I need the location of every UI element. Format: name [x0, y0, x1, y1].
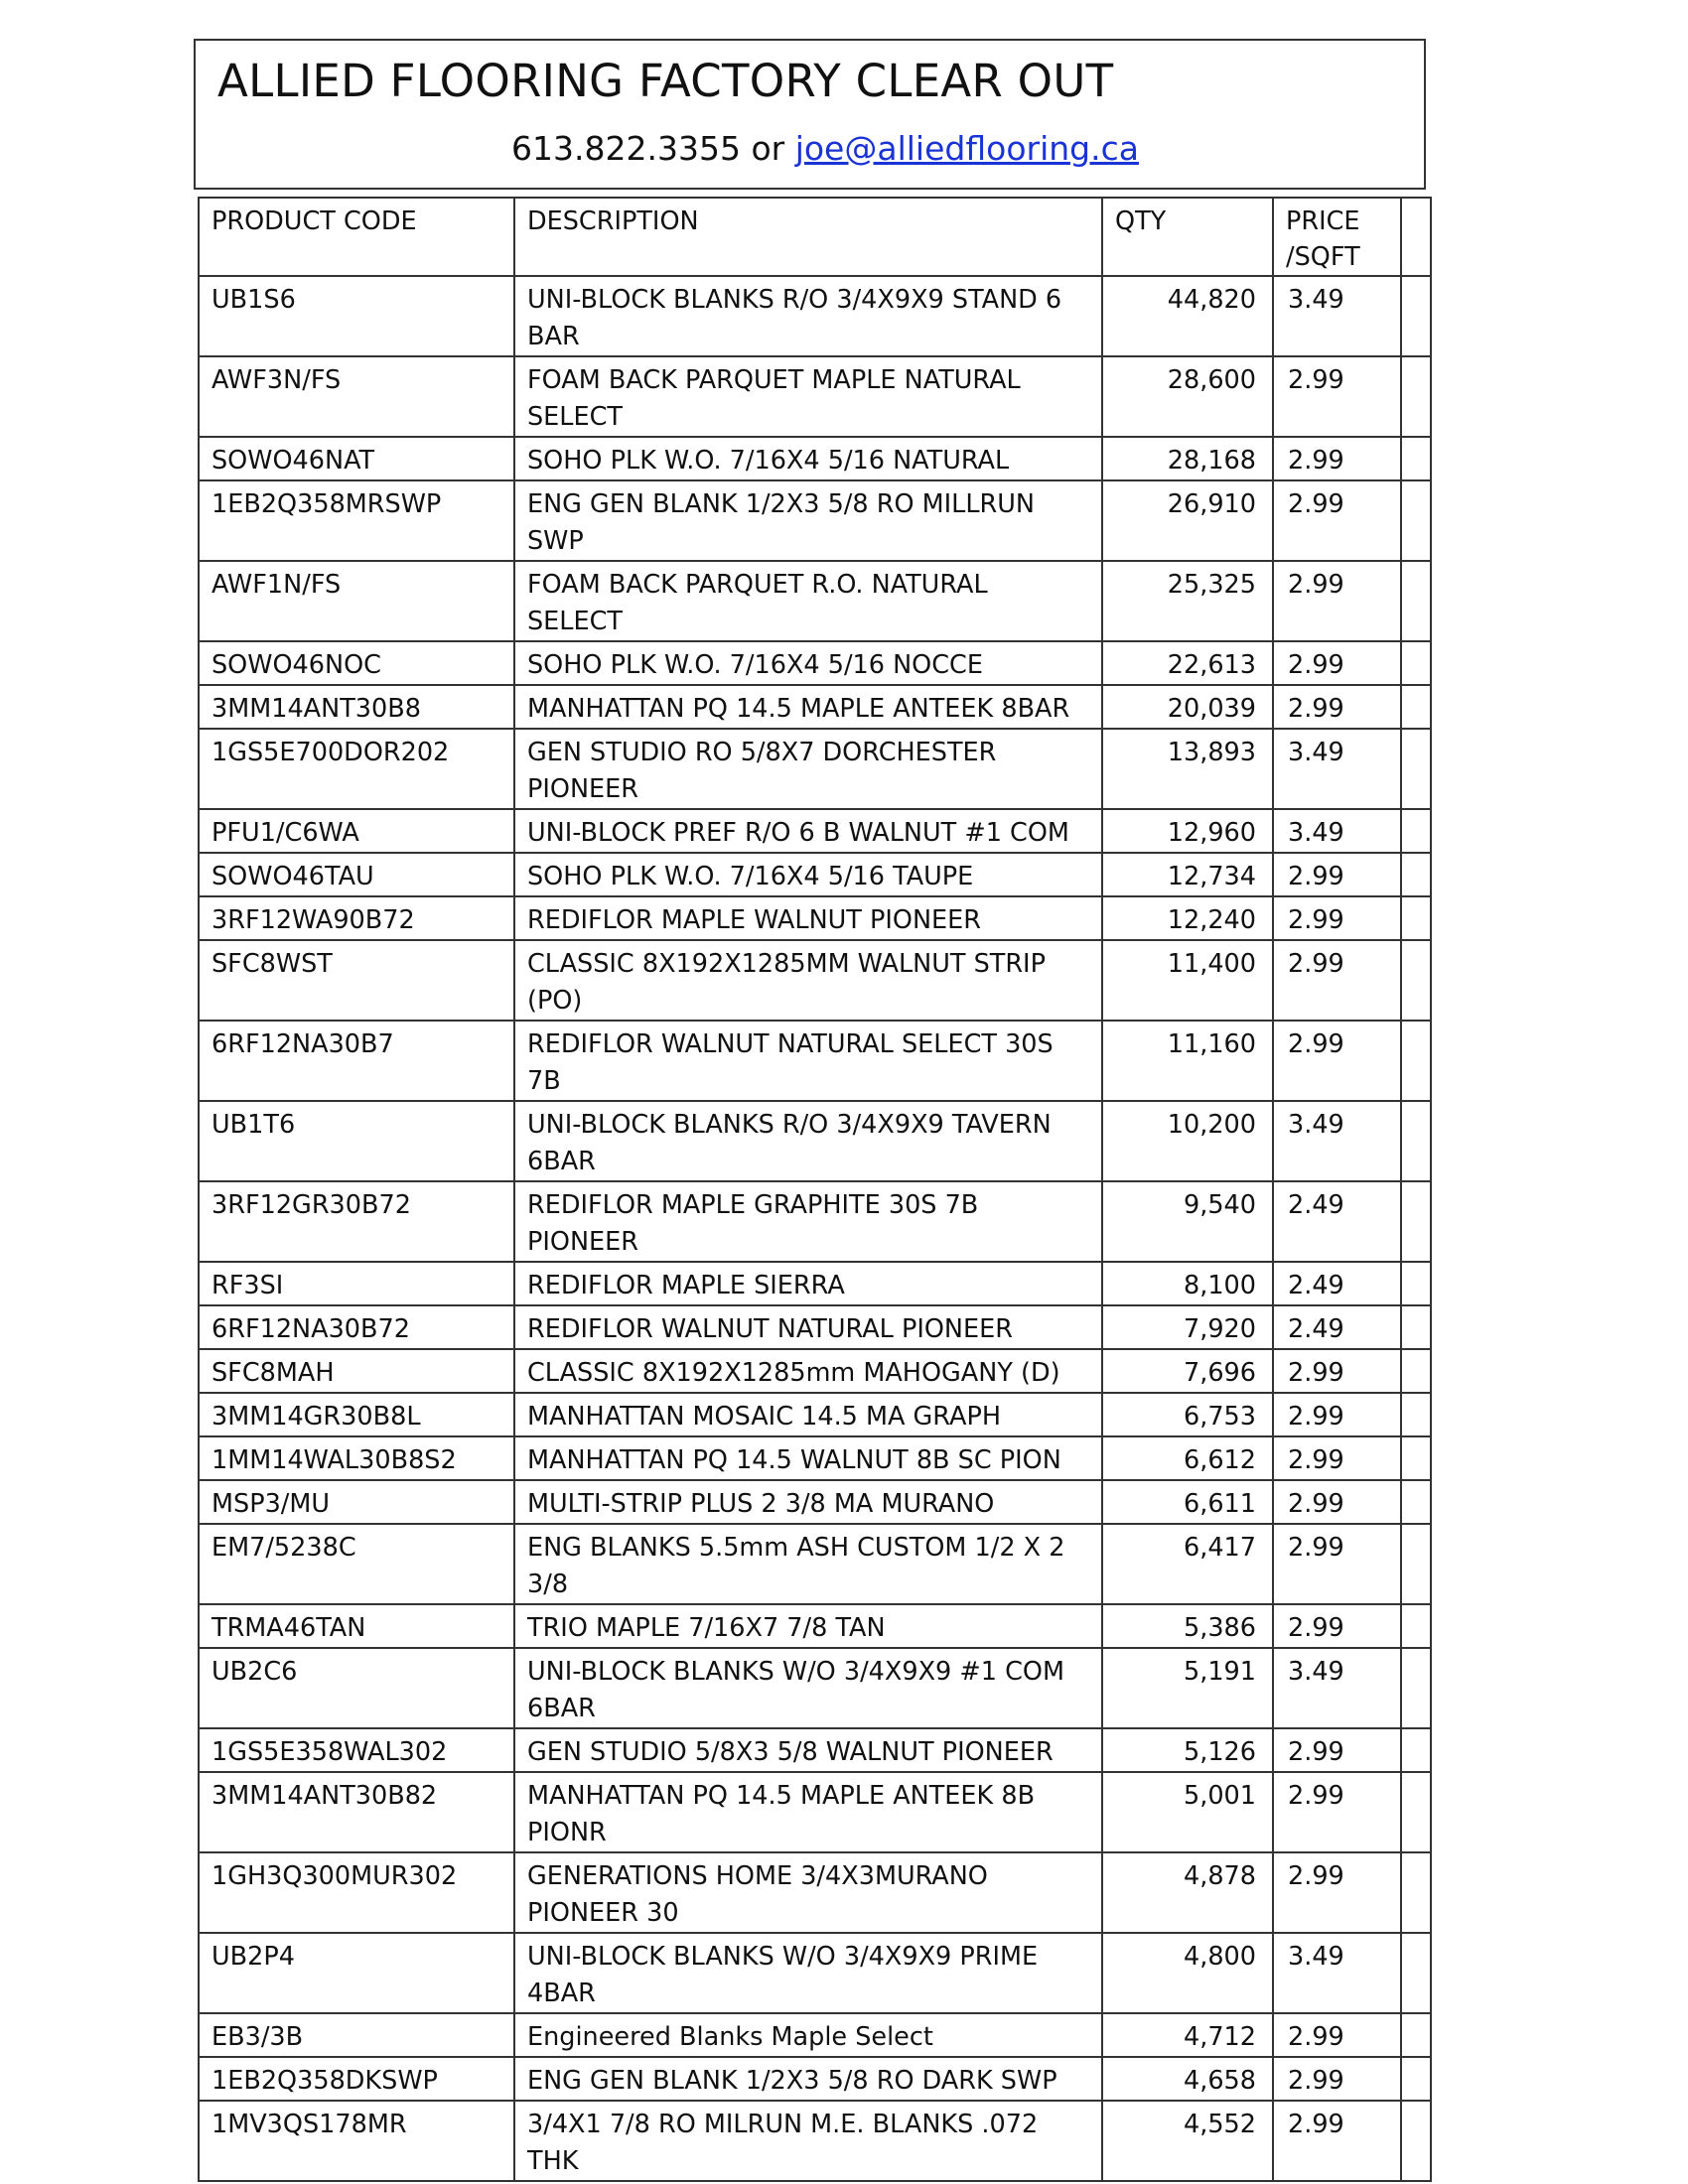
price-cell: 2.49: [1273, 1181, 1401, 1262]
price-cell: 2.99: [1273, 1728, 1401, 1772]
qty-cell: 44,820: [1102, 276, 1273, 356]
description-cell: MULTI-STRIP PLUS 2 3/8 MA MURANO: [514, 1480, 1102, 1524]
product-code-cell: 1MM14WAL30B8S2: [199, 1436, 514, 1480]
product-code-cell: AWF3N/FS: [199, 356, 514, 437]
empty-cell: [1401, 1101, 1431, 1181]
table-row: [199, 729, 1431, 809]
product-table: [198, 197, 1432, 2182]
description-cell: ENG GEN BLANK 1/2X3 5/8 RO MILLRUN SWP: [514, 480, 1102, 561]
phone-number: 613.822.3355: [511, 129, 741, 168]
product-code-cell: 3RF12GR30B72: [199, 1181, 514, 1262]
qty-cell: 22,613: [1102, 641, 1273, 685]
header-qty: QTY: [1102, 198, 1273, 276]
description-cell: TRIO MAPLE 7/16X7 7/8 TAN: [514, 1604, 1102, 1648]
qty-cell: 6,417: [1102, 1524, 1273, 1604]
description-cell: SOHO PLK W.O. 7/16X4 5/16 TAUPE: [514, 853, 1102, 896]
empty-cell: [1401, 356, 1431, 437]
empty-cell: [1401, 2101, 1431, 2181]
header-product-code: PRODUCT CODE: [199, 198, 514, 276]
description-cell: GEN STUDIO RO 5/8X7 DORCHESTER PIONEER: [514, 729, 1102, 809]
header-price: [1273, 198, 1401, 276]
description-cell: 3/4X1 7/8 RO MILRUN M.E. BLANKS .072 THK: [514, 2101, 1102, 2181]
empty-cell: [1401, 685, 1431, 729]
qty-cell: 4,658: [1102, 2057, 1273, 2101]
price-cell: 2.99: [1273, 480, 1401, 561]
table-row: [199, 641, 1431, 685]
table-row: [199, 1181, 1431, 1262]
qty-cell: 6,611: [1102, 1480, 1273, 1524]
product-code-cell: 3MM14GR30B8L: [199, 1393, 514, 1436]
table-row: [199, 1772, 1431, 1852]
empty-cell: [1401, 437, 1431, 480]
qty-cell: 5,386: [1102, 1604, 1273, 1648]
price-cell: 2.99: [1273, 356, 1401, 437]
product-code-cell: 1GS5E358WAL302: [199, 1728, 514, 1772]
description-cell: REDIFLOR MAPLE WALNUT PIONEER: [514, 896, 1102, 940]
product-code-cell: 1EB2Q358MRSWP: [199, 480, 514, 561]
table-body: [199, 276, 1431, 2181]
header-price-line2: /SQFT: [1286, 242, 1360, 272]
product-code-cell: 6RF12NA30B72: [199, 1305, 514, 1349]
table-row: [199, 1728, 1431, 1772]
table-row: [199, 1524, 1431, 1604]
table-row: [199, 1933, 1431, 2013]
description-cell: UNI-BLOCK BLANKS R/O 3/4X9X9 TAVERN 6BAR: [514, 1101, 1102, 1181]
empty-cell: [1401, 561, 1431, 641]
qty-cell: 8,100: [1102, 1262, 1273, 1305]
email-link[interactable]: joe@alliedflooring.ca: [794, 129, 1139, 168]
description-cell: MANHATTAN MOSAIC 14.5 MA GRAPH: [514, 1393, 1102, 1436]
qty-cell: 7,920: [1102, 1305, 1273, 1349]
description-cell: REDIFLOR WALNUT NATURAL PIONEER: [514, 1305, 1102, 1349]
empty-cell: [1401, 1852, 1431, 1933]
qty-cell: 7,696: [1102, 1349, 1273, 1393]
qty-cell: 12,960: [1102, 809, 1273, 853]
product-code-cell: UB1T6: [199, 1101, 514, 1181]
empty-cell: [1401, 853, 1431, 896]
empty-cell: [1401, 1436, 1431, 1480]
description-cell: REDIFLOR WALNUT NATURAL SELECT 30S 7B: [514, 1021, 1102, 1101]
price-cell: 3.49: [1273, 1101, 1401, 1181]
table-row: [199, 2101, 1431, 2181]
header-description: DESCRIPTION: [514, 198, 1102, 276]
price-cell: 2.99: [1273, 1852, 1401, 1933]
price-cell: 3.49: [1273, 729, 1401, 809]
table-row: [199, 1648, 1431, 1728]
price-cell: 2.99: [1273, 2101, 1401, 2181]
product-code-cell: EM7/5238C: [199, 1524, 514, 1604]
empty-cell: [1401, 1728, 1431, 1772]
page-title: ALLIED FLOORING FACTORY CLEAR OUT: [217, 55, 1114, 107]
table-row: [199, 2057, 1431, 2101]
header-price-line1: PRICE: [1286, 206, 1360, 236]
qty-cell: 9,540: [1102, 1181, 1273, 1262]
price-cell: 2.99: [1273, 2057, 1401, 2101]
empty-cell: [1401, 940, 1431, 1021]
empty-cell: [1401, 1349, 1431, 1393]
price-cell: 2.99: [1273, 1021, 1401, 1101]
description-cell: UNI-BLOCK BLANKS W/O 3/4X9X9 #1 COM 6BAR: [514, 1648, 1102, 1728]
qty-cell: 11,160: [1102, 1021, 1273, 1101]
table-row: [199, 1436, 1431, 1480]
description-cell: ENG BLANKS 5.5mm ASH CUSTOM 1/2 X 2 3/8: [514, 1524, 1102, 1604]
price-cell: 3.49: [1273, 276, 1401, 356]
product-code-cell: 1GS5E700DOR202: [199, 729, 514, 809]
empty-cell: [1401, 1305, 1431, 1349]
empty-cell: [1401, 1393, 1431, 1436]
price-cell: 2.99: [1273, 1393, 1401, 1436]
empty-cell: [1401, 2013, 1431, 2057]
price-cell: 2.99: [1273, 2013, 1401, 2057]
price-cell: 2.99: [1273, 1436, 1401, 1480]
qty-cell: 26,910: [1102, 480, 1273, 561]
table-row: [199, 1604, 1431, 1648]
qty-cell: 4,712: [1102, 2013, 1273, 2057]
table-row: [199, 1349, 1431, 1393]
description-cell: MANHATTAN PQ 14.5 MAPLE ANTEEK 8BAR: [514, 685, 1102, 729]
qty-cell: 6,612: [1102, 1436, 1273, 1480]
product-code-cell: UB2C6: [199, 1648, 514, 1728]
product-code-cell: SFC8MAH: [199, 1349, 514, 1393]
table-header-row: [199, 198, 1431, 276]
table-row: [199, 1021, 1431, 1101]
product-code-cell: 3RF12WA90B72: [199, 896, 514, 940]
empty-cell: [1401, 276, 1431, 356]
description-cell: UNI-BLOCK BLANKS R/O 3/4X9X9 STAND 6 BAR: [514, 276, 1102, 356]
qty-cell: 12,734: [1102, 853, 1273, 896]
price-cell: 2.99: [1273, 1772, 1401, 1852]
price-cell: 2.99: [1273, 1524, 1401, 1604]
price-cell: 2.99: [1273, 561, 1401, 641]
description-cell: MANHATTAN PQ 14.5 WALNUT 8B SC PION: [514, 1436, 1102, 1480]
product-code-cell: 3MM14ANT30B82: [199, 1772, 514, 1852]
table-row: [199, 561, 1431, 641]
qty-cell: 10,200: [1102, 1101, 1273, 1181]
table-row: [199, 685, 1431, 729]
product-code-cell: PFU1/C6WA: [199, 809, 514, 853]
price-cell: 2.99: [1273, 437, 1401, 480]
price-cell: 3.49: [1273, 809, 1401, 853]
description-cell: FOAM BACK PARQUET MAPLE NATURAL SELECT: [514, 356, 1102, 437]
description-cell: SOHO PLK W.O. 7/16X4 5/16 NOCCE: [514, 641, 1102, 685]
product-code-cell: SOWO46NAT: [199, 437, 514, 480]
description-cell: CLASSIC 8X192X1285MM WALNUT STRIP (PO): [514, 940, 1102, 1021]
description-cell: REDIFLOR MAPLE SIERRA: [514, 1262, 1102, 1305]
qty-cell: 4,800: [1102, 1933, 1273, 2013]
description-cell: ENG GEN BLANK 1/2X3 5/8 RO DARK SWP: [514, 2057, 1102, 2101]
qty-cell: 13,893: [1102, 729, 1273, 809]
price-cell: 2.99: [1273, 940, 1401, 1021]
qty-cell: 12,240: [1102, 896, 1273, 940]
table-row: [199, 940, 1431, 1021]
empty-cell: [1401, 729, 1431, 809]
product-code-cell: 1EB2Q358DKSWP: [199, 2057, 514, 2101]
contact-line: [511, 129, 1139, 168]
description-cell: SOHO PLK W.O. 7/16X4 5/16 NATURAL: [514, 437, 1102, 480]
table-row: [199, 1262, 1431, 1305]
empty-cell: [1401, 1772, 1431, 1852]
product-code-cell: AWF1N/FS: [199, 561, 514, 641]
empty-cell: [1401, 1604, 1431, 1648]
product-code-cell: SFC8WST: [199, 940, 514, 1021]
description-cell: MANHATTAN PQ 14.5 MAPLE ANTEEK 8B PIONR: [514, 1772, 1102, 1852]
description-cell: REDIFLOR MAPLE GRAPHITE 30S 7B PIONEER: [514, 1181, 1102, 1262]
price-cell: 2.99: [1273, 685, 1401, 729]
description-cell: GEN STUDIO 5/8X3 5/8 WALNUT PIONEER: [514, 1728, 1102, 1772]
empty-cell: [1401, 1480, 1431, 1524]
table-row: [199, 1393, 1431, 1436]
qty-cell: 25,325: [1102, 561, 1273, 641]
qty-cell: 4,878: [1102, 1852, 1273, 1933]
table-row: [199, 276, 1431, 356]
product-code-cell: TRMA46TAN: [199, 1604, 514, 1648]
description-cell: FOAM BACK PARQUET R.O. NATURAL SELECT: [514, 561, 1102, 641]
description-cell: Engineered Blanks Maple Select: [514, 2013, 1102, 2057]
table-row: [199, 1480, 1431, 1524]
table-row: [199, 480, 1431, 561]
table-row: [199, 1852, 1431, 1933]
empty-cell: [1401, 1262, 1431, 1305]
qty-cell: 11,400: [1102, 940, 1273, 1021]
qty-cell: 5,126: [1102, 1728, 1273, 1772]
price-cell: 2.99: [1273, 1480, 1401, 1524]
product-code-cell: 1GH3Q300MUR302: [199, 1852, 514, 1933]
table-row: [199, 356, 1431, 437]
header-empty-cell: [1401, 198, 1431, 276]
product-code-cell: RF3SI: [199, 1262, 514, 1305]
table-row: [199, 2013, 1431, 2057]
price-cell: 2.99: [1273, 1604, 1401, 1648]
price-cell: 3.49: [1273, 1648, 1401, 1728]
product-code-cell: SOWO46NOC: [199, 641, 514, 685]
product-code-cell: EB3/3B: [199, 2013, 514, 2057]
table-row: [199, 896, 1431, 940]
qty-cell: 28,168: [1102, 437, 1273, 480]
table-row: [199, 1305, 1431, 1349]
description-cell: GENERATIONS HOME 3/4X3MURANO PIONEER 30: [514, 1852, 1102, 1933]
table-row: [199, 437, 1431, 480]
price-cell: 2.99: [1273, 853, 1401, 896]
product-code-cell: 3MM14ANT30B8: [199, 685, 514, 729]
table-row: [199, 809, 1431, 853]
empty-cell: [1401, 1933, 1431, 2013]
qty-cell: 5,001: [1102, 1772, 1273, 1852]
product-code-cell: 6RF12NA30B7: [199, 1021, 514, 1101]
product-code-cell: UB1S6: [199, 276, 514, 356]
empty-cell: [1401, 1021, 1431, 1101]
empty-cell: [1401, 1648, 1431, 1728]
description-cell: UNI-BLOCK BLANKS W/O 3/4X9X9 PRIME 4BAR: [514, 1933, 1102, 2013]
empty-cell: [1401, 1181, 1431, 1262]
description-cell: UNI-BLOCK PREF R/O 6 B WALNUT #1 COM: [514, 809, 1102, 853]
product-code-cell: MSP3/MU: [199, 1480, 514, 1524]
table-row: [199, 853, 1431, 896]
qty-cell: 28,600: [1102, 356, 1273, 437]
product-code-cell: 1MV3QS178MR: [199, 2101, 514, 2181]
qty-cell: 6,753: [1102, 1393, 1273, 1436]
header-box: [194, 39, 1426, 190]
price-cell: 3.49: [1273, 1933, 1401, 2013]
qty-cell: 5,191: [1102, 1648, 1273, 1728]
price-cell: 2.99: [1273, 1349, 1401, 1393]
empty-cell: [1401, 641, 1431, 685]
empty-cell: [1401, 896, 1431, 940]
contact-connector: or: [751, 129, 785, 168]
empty-cell: [1401, 1524, 1431, 1604]
empty-cell: [1401, 480, 1431, 561]
price-cell: 2.49: [1273, 1262, 1401, 1305]
description-cell: CLASSIC 8X192X1285mm MAHOGANY (D): [514, 1349, 1102, 1393]
price-cell: 2.99: [1273, 641, 1401, 685]
empty-cell: [1401, 809, 1431, 853]
price-cell: 2.99: [1273, 896, 1401, 940]
product-code-cell: UB2P4: [199, 1933, 514, 2013]
table-row: [199, 1101, 1431, 1181]
product-code-cell: SOWO46TAU: [199, 853, 514, 896]
qty-cell: 20,039: [1102, 685, 1273, 729]
qty-cell: 4,552: [1102, 2101, 1273, 2181]
empty-cell: [1401, 2057, 1431, 2101]
price-cell: 2.49: [1273, 1305, 1401, 1349]
